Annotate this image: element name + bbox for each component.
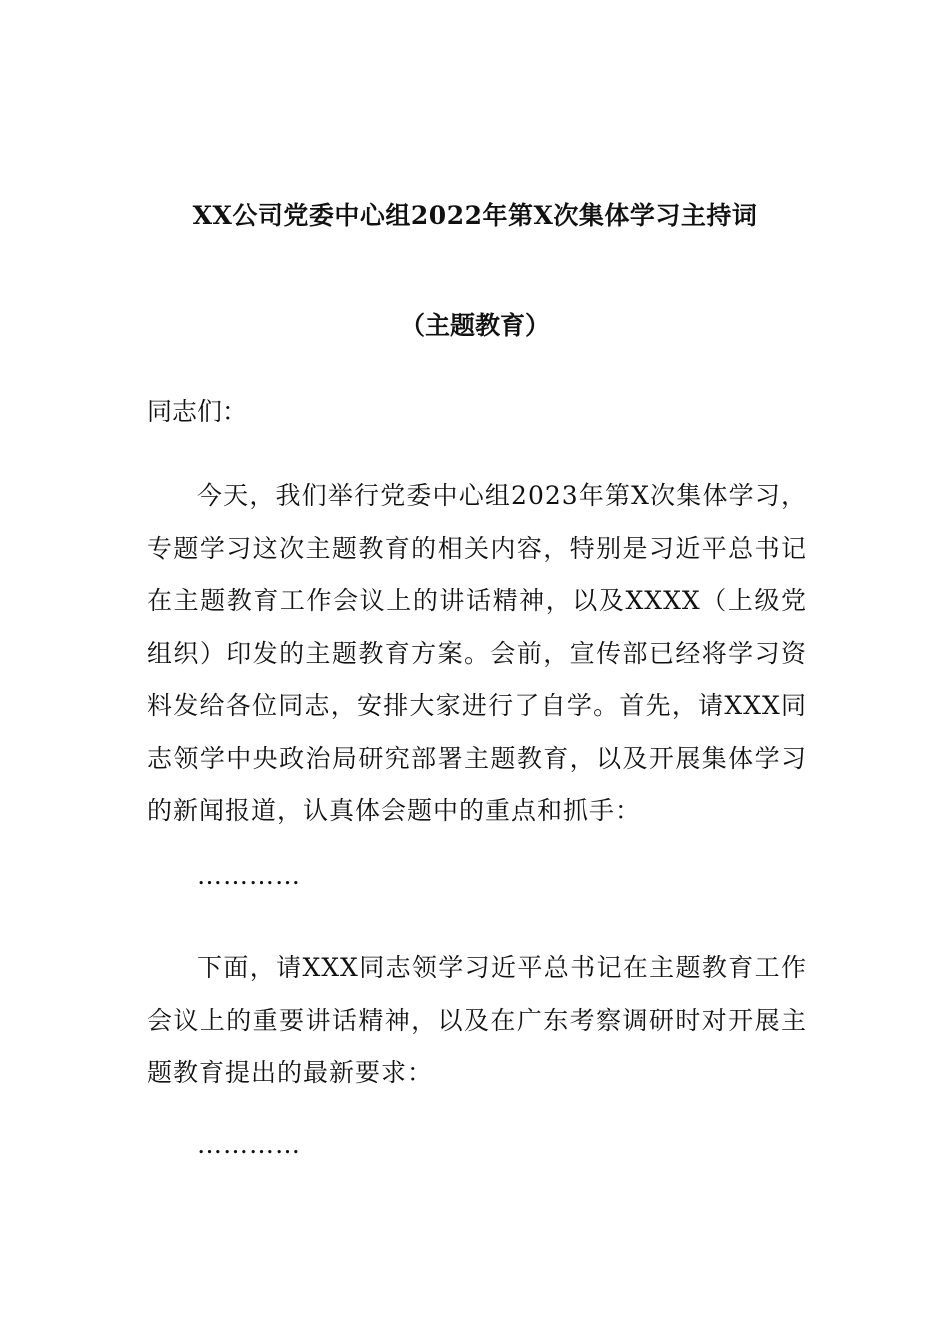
document-title: XX公司党委中心组2022年第X次集体学习主持词 [192, 201, 758, 230]
document-subtitle: （主题教育） [399, 311, 550, 340]
ellipsis-placeholder: ………… [197, 861, 301, 890]
salutation: 同志们： [147, 397, 248, 426]
paragraph-second: 下面，请XXX同志领学习近平总书记在主题教育工作会议上的重要讲话精神，以及在广东考察调研时对开展主题教育提出的最新要求： [147, 953, 807, 1087]
ellipsis-placeholder: ………… [197, 1130, 301, 1159]
paragraph-opening: 今天，我们举行党委中心组2023年第X次集体学习，专题学习这次主题教育的相关内容，特别是习近平总书记在主题教育工作会议上的讲话精神，以及XXXX（上级党组织）印发的主题教育方案。会前，宣传部已经将学习资料发给各位同志，安排大家进行了自学。首先，请XXX同志领学中央政治局研究部署主题教育，以及开展集体学习的新闻报道，认真体会题中的重点和抓手： [147, 481, 807, 825]
